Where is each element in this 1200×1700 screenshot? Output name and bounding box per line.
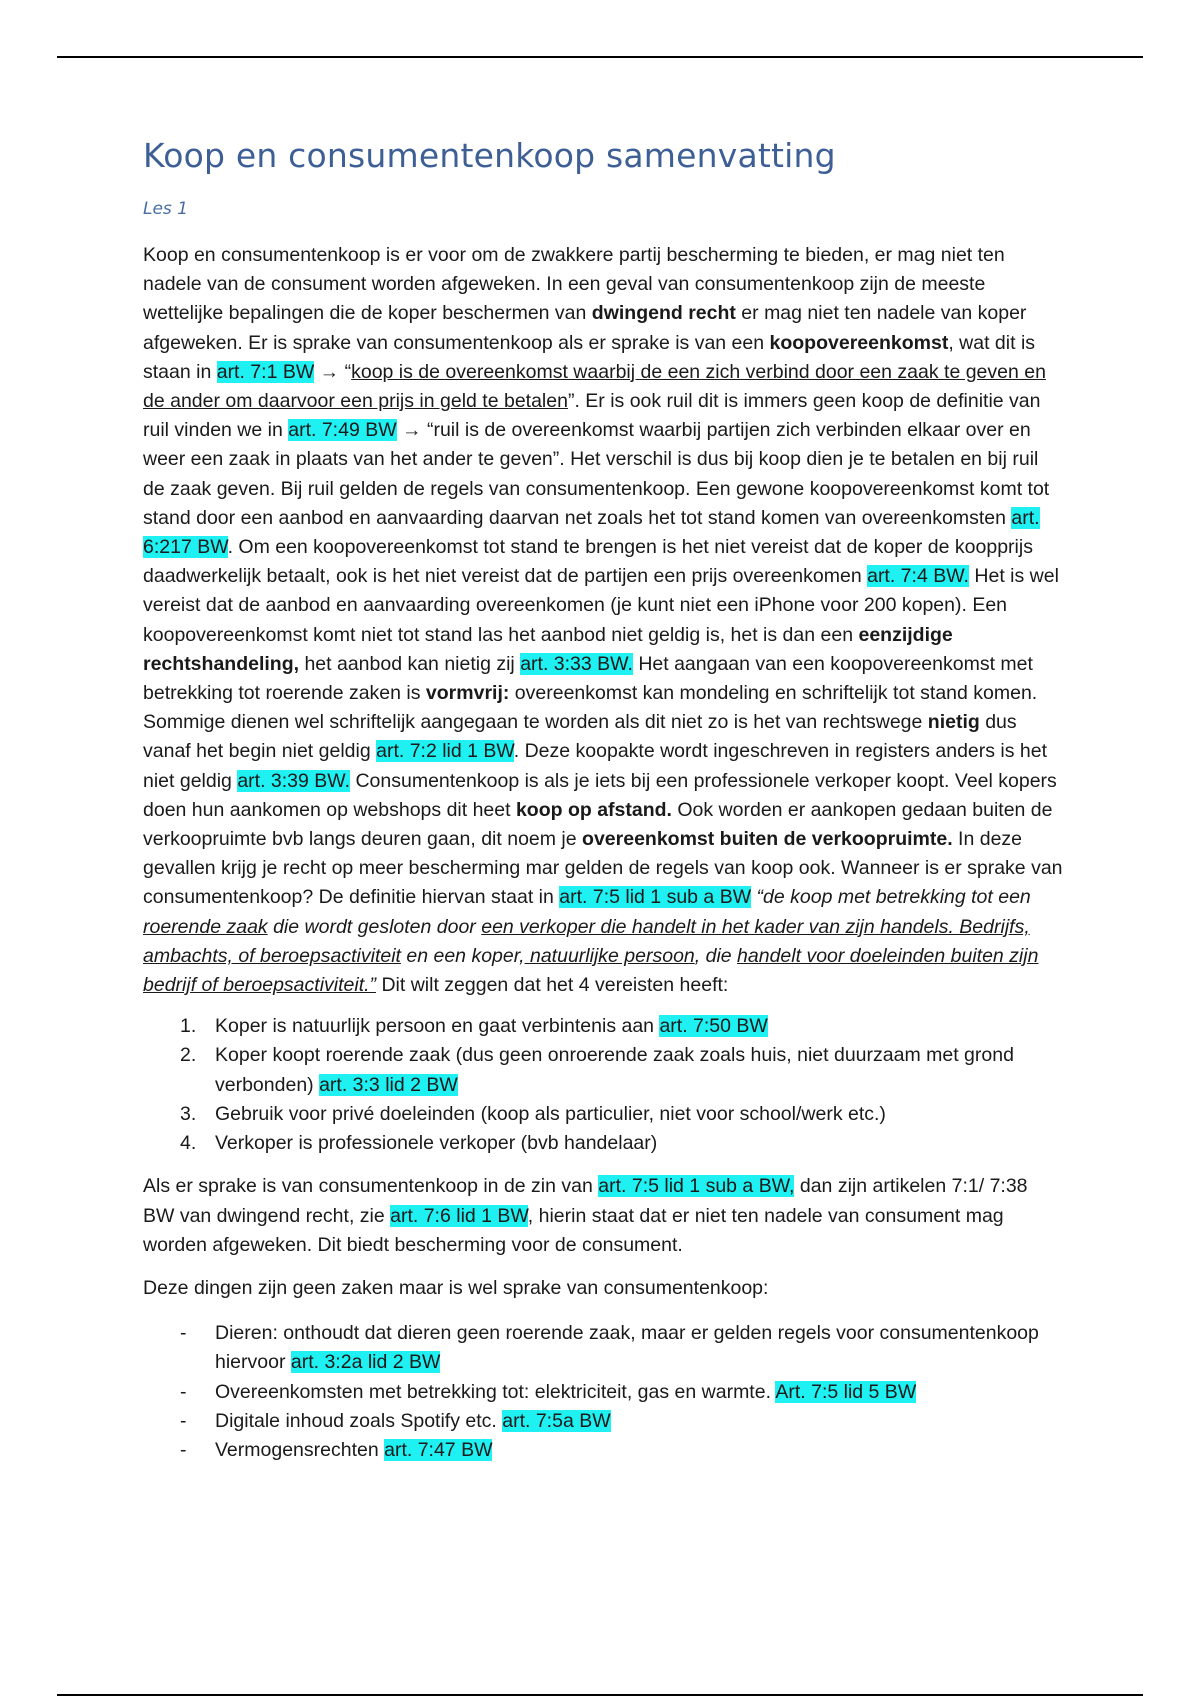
list-number: 2. [180, 1044, 197, 1067]
text-run: Consumentenkoop is als je iets bij een professionele verkoper koopt. Veel kopers doen hun aankomen op webshops dit heet [143, 769, 1057, 821]
underlined-quote: handelt voor doeleinden buiten zijn bedrijf of beroepsactiviteit.” [143, 944, 1039, 997]
bold-term: dwingend recht [591, 302, 736, 325]
list-item [143, 1319, 1063, 1377]
text-run: , wat dit is staan in [143, 331, 1036, 383]
article-reference: Art. 7:5 lid 5 BW [775, 1380, 917, 1403]
italic-quote: “de koop met betrekking tot een [751, 886, 1031, 909]
text-run: → “ruil is de overeenkomst waarbij partijen zich verbinden elkaar over en weer een zaak in plaats van het ander te geven”. Het verschil is dus bij koop dien je te betalen en bij ruil de zaak geven. Bij ruil gelden de regels van consumentenkoop. Een gewone koopovereenkomst komt tot stand door een aanbod en aanvaarding daarvan net zoals het tot stand komen van overeenkomsten [143, 419, 1050, 529]
header-rule [57, 56, 1143, 58]
mandatory-law-paragraph [143, 1172, 1063, 1260]
text-run: Koop en consumentenkoop is er voor om de zwakkere partij bescherming te bieden, er mag niet ten nadele van de consument worden afgeweken. In een geval van consumentenkoop zijn de meeste wettelijke bepalingen die de koper beschermen van [143, 244, 1005, 325]
text-run: Ook worden er aankopen gedaan buiten de verkoopruimte bvb langs deuren gaan, dit noem je [143, 798, 1053, 851]
text-run: . Om een koopovereenkomst tot stand te brengen is het niet vereist dat de koper de koopprijs daadwerkelijk betaalt, ook is het niet vereist dat de partijen een prijs overeenkomen [143, 536, 1033, 588]
text-run: , hierin staat dat er niet ten nadele van consument mag worden afgeweken. Dit biedt bescherming voor de consument. [143, 1204, 1004, 1256]
list-item [143, 1100, 1063, 1129]
footer-rule [57, 1694, 1143, 1696]
list-text: Verkoper is professionele verkoper (bvb handelaar) [215, 1132, 658, 1155]
article-reference: art. 3:33 BW. [520, 652, 633, 675]
text-run: Het aangaan van een koopovereenkomst met betrekking tot roerende zaken is [143, 652, 1033, 705]
text-run: In deze gevallen krijg je recht op meer bescherming mar gelden de regels van koop ook. Wanneer is er sprake van consumentenkoop? De definitie hiervan staat in [143, 828, 1063, 909]
article-reference: art. 7:50 BW [659, 1015, 768, 1038]
italic-quote: die wordt gesloten door [267, 915, 482, 938]
bold-term: nietig [927, 711, 980, 734]
article-reference: art. 7:49 BW [288, 419, 397, 442]
article-reference: art. 7:4 BW. [867, 565, 969, 588]
list-text: Overeenkomsten met betrekking tot: elektriciteit, gas en warmte. [215, 1380, 776, 1403]
bullet: - [180, 1322, 187, 1345]
bold-term: eenzijdige rechtshandeling, [143, 623, 953, 675]
italic-quote: en een koper, [400, 944, 525, 967]
text-run: dan zijn artikelen 7:1/ 7:38 BW van dwingend recht, zie [143, 1175, 1028, 1227]
bullet: - [180, 1380, 187, 1403]
bold-term: koopovereenkomst [769, 331, 949, 354]
bold-term: koop op afstand. [515, 798, 672, 821]
intro-paragraph [143, 241, 1063, 1000]
underlined-quote: een verkoper die handelt in het kader van zijn handels. Bedrijfs, ambachts, of beroepsactiviteit [143, 915, 1030, 967]
page-title: Koop en consumentenkoop samenvatting [143, 136, 836, 175]
requirements-list [143, 1012, 1063, 1158]
document-body [143, 136, 1063, 1479]
article-reference: art. 7:5 lid 1 sub a BW [559, 886, 752, 909]
list-text: Gebruik voor privé doeleinden (koop als particulier, niet voor school/werk etc.) [215, 1102, 886, 1125]
article-reference: art. 7:1 BW [216, 360, 315, 383]
article-reference: art. 3:3 lid 2 BW [319, 1073, 458, 1096]
underlined-quote: natuurlijke persoon [524, 944, 695, 967]
text-run: → “ [314, 360, 352, 383]
non-goods-paragraph: Deze dingen zijn geen zaken maar is wel sprake van consumentenkoop: [143, 1276, 769, 1299]
text-run: Dit wilt zeggen dat het 4 vereisten heeft: [376, 974, 729, 997]
article-reference: art. 7:5 lid 1 sub a BW, [598, 1175, 795, 1198]
text-run: overeenkomst kan mondeling en schriftelijk tot stand komen. Sommige dienen wel schriftelijk aangegaan te worden als dit niet zo is het van rechtswege [143, 682, 1038, 734]
list-text: Digitale inhoud zoals Spotify etc. [215, 1409, 503, 1432]
list-number: 1. [180, 1015, 197, 1038]
text-run: er mag niet ten nadele van koper afgeweken. Er is sprake van consumentenkoop als er sprake is van een [143, 302, 1027, 354]
text-run: Het is wel vereist dat de aanbod en aanvaarding overeenkomen (je kunt niet een iPhone voor 200 kopen). Een koopovereenkomst komt niet tot stand las het aanbod niet geldig is, het is dan een [143, 565, 1059, 646]
list-text: Vermogensrechten [215, 1438, 385, 1461]
list-text: Koper is natuurlijk persoon en gaat verbintenis aan [215, 1015, 660, 1038]
list-item [143, 1129, 1063, 1158]
subtitle: Les 1 [143, 199, 189, 219]
article-reference: art. 7:6 lid 1 BW [390, 1204, 528, 1227]
article-reference: art. 3:39 BW. [237, 769, 351, 792]
list-text: Koper koopt roerende zaak (dus geen onroerende zaak zoals huis, niet duurzaam met grond verbonden) [215, 1044, 1014, 1096]
bullet: - [180, 1438, 187, 1461]
text-run: . Deze koopakte wordt ingeschreven in registers anders is het niet geldig [143, 740, 1048, 792]
article-reference: art. 3:2a lid 2 BW [290, 1351, 441, 1374]
list-item [143, 1041, 1063, 1099]
article-reference: art. 7:5a BW [502, 1409, 611, 1432]
text-run: Als er sprake is van consumentenkoop in de zin van [143, 1175, 599, 1198]
underlined-definition: koop is de overeenkomst waarbij de een zich verbind door een zaak te geven en de ander om daarvoor een prijs in geld te betalen [143, 360, 1046, 413]
text-run: dus vanaf het begin niet geldig [143, 711, 1017, 763]
non-goods-list [143, 1319, 1063, 1465]
underlined-quote: roerende zaak [143, 915, 268, 938]
article-reference: art. 7:47 BW [384, 1438, 493, 1461]
list-number: 3. [180, 1102, 197, 1125]
italic-quote: , die [694, 944, 738, 967]
list-text: Dieren: onthoudt dat dieren geen roerende zaak, maar er gelden regels voor consumentenkoop hiervoor [215, 1322, 1039, 1374]
list-item [143, 1407, 1063, 1436]
article-reference: art. 7:2 lid 1 BW [376, 740, 514, 763]
list-item [143, 1436, 1063, 1465]
text-run: het aanbod kan nietig zij [299, 652, 521, 675]
list-item [143, 1378, 1063, 1407]
bold-term: vormvrij: [425, 682, 510, 705]
text-run: ”. Er is ook ruil dit is immers geen koop de definitie van ruil vinden we in [143, 390, 1041, 442]
article-reference: art. 6:217 BW [143, 506, 1040, 559]
bold-term: overeenkomst buiten de verkoopruimte. [582, 828, 953, 851]
list-number: 4. [180, 1132, 197, 1155]
list-item [143, 1012, 1063, 1041]
bullet: - [180, 1409, 187, 1432]
